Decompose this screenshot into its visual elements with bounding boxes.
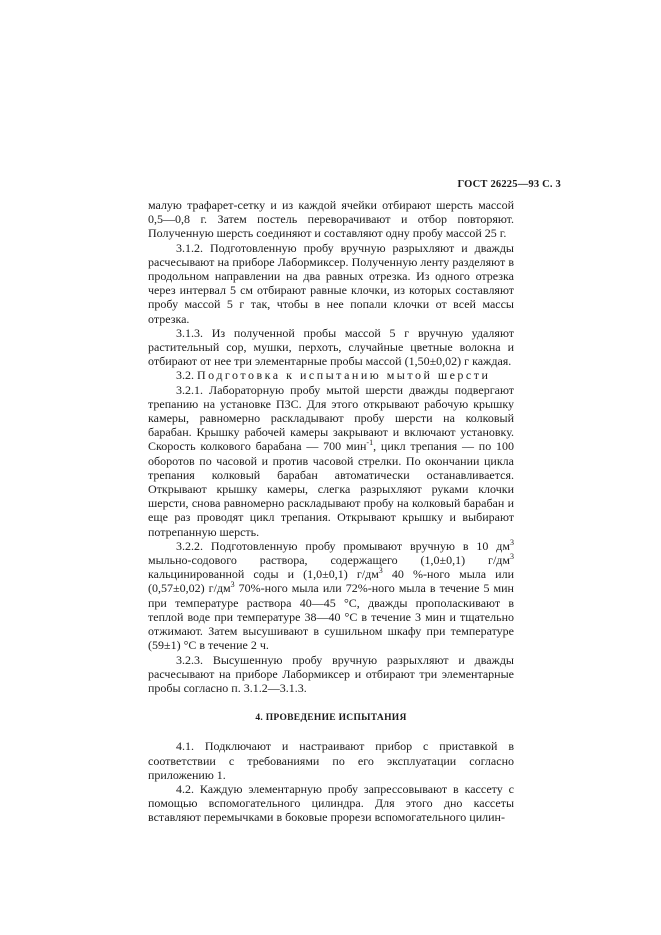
paragraph-4-2: 4.2. Каждую элементарную пробу запрессовывают в кассету с помощью вспомогательного цилиндра. Для этого дно кассеты вставляют перемычками в боковые прорези вспомогательного цилин-	[148, 781, 514, 825]
document-body	[148, 198, 514, 825]
text-part: 40 %-ного мыла или (0,57±0,02) г/дм	[148, 567, 514, 596]
superscript: 3	[378, 566, 383, 576]
subsection-title: Подготовка к испытанию мытой шерсти	[197, 368, 491, 383]
text-part: кальцинированной соды и (1,0±0,1) г/дм	[148, 567, 379, 582]
superscript: 3	[510, 552, 514, 562]
text-part: мыльно-содового раствора, содержащего (1,0±0,1) г/дм	[148, 553, 510, 568]
text-part: 70%-ного мыла или 72%-ного мыла в течение 5 мин при температуре раствора 40—45 °С, дважды прополаскивают в теплой воде при температуре 38—40 °С в течение 3 мин и тщательно отжимают. Затем высушивают в сушильном шкафу при температуре (59±1) °С в течение 2 ч.	[148, 581, 514, 653]
paragraph-3-2-1-rest: , цикл трепания — по 100 оборотов по часовой и против часовой стрелки. По окончании цикла трепания колковый барабан автоматически останавливается. Открывают крышку камеры, слегка разрыхляют руками клочки шерсти, снова равномерно раскладывают пробу на колковый барабан и еще раз проводят цикл трепания. Открывают крышку и выбирают потрепанную шерсть.	[148, 439, 514, 539]
running-head: ГОСТ 26225—93 С. 3	[457, 179, 561, 190]
subsection-number: 3.2.	[176, 368, 194, 383]
paragraph-3-1-3: 3.1.3. Из полученной пробы массой 5 г вручную удаляют растительный сор, мушки, перхоть, случайные цветные волокна и отбирают от нее три элементарные пробы массой (1,50±0,02) г каждая.	[148, 325, 514, 369]
paragraph-intro: малую трафарет-сетку и из каждой ячейки отбирают шерсть массой 0,5—0,8 г. Затем постель переворачивают и отбор повторяют. Полученную шерсть соединяют и составляют одну пробу массой 25 г.	[148, 198, 514, 241]
paragraph-3-2-2	[148, 539, 514, 653]
section-4-title: 4. ПРОВЕДЕНИЕ ИСПЫТАНИЯ	[255, 713, 407, 724]
paragraph-3-2-1-text: 3.2.1. Лабораторную пробу мытой шерсти дважды подвергают трепанию на установке ПЗС. Для этого открывают рабочую крышку камеры, равномерно раскладывают пробу шерсти на колковый барабан. Крышку рабочей камеры закрывают и включают установку. Скорость колкового барабана — 700 мин	[148, 382, 514, 454]
text-part: 3.2.2. Подготовленную пробу промывают вручную в 10 дм	[176, 538, 510, 553]
subsection-3-2-heading	[148, 368, 514, 382]
paragraph-3-2-3: 3.2.3. Высушенную пробу вручную разрыхляют и дважды расчесывают на приборе Лабормиксер и отбирают три элементарные пробы согласно п. 3.1.2—3.1.3.	[148, 652, 514, 695]
superscript: 3	[230, 580, 235, 590]
superscript: 3	[510, 537, 514, 547]
paragraph-4-1: 4.1. Подключают и настраивают прибор с приставкой в соответствии с требованиями по его эксплуатации согласно приложению 1.	[148, 739, 514, 782]
paragraph-3-2-1	[148, 383, 514, 539]
superscript: -1	[366, 438, 374, 448]
paragraph-3-1-2: 3.1.2. Подготовленную пробу вручную разрыхляют и дважды расчесывают на приборе Лабормиксер. Полученную ленту разделяют в продольном направлении на два равных отрезка. Из одного отрезка через интервал 5 см отбирают равные клочки, из которых составляют пробу массой 5 г так, чтобы в нее попали клочки от всей массы отрезка.	[148, 240, 514, 326]
